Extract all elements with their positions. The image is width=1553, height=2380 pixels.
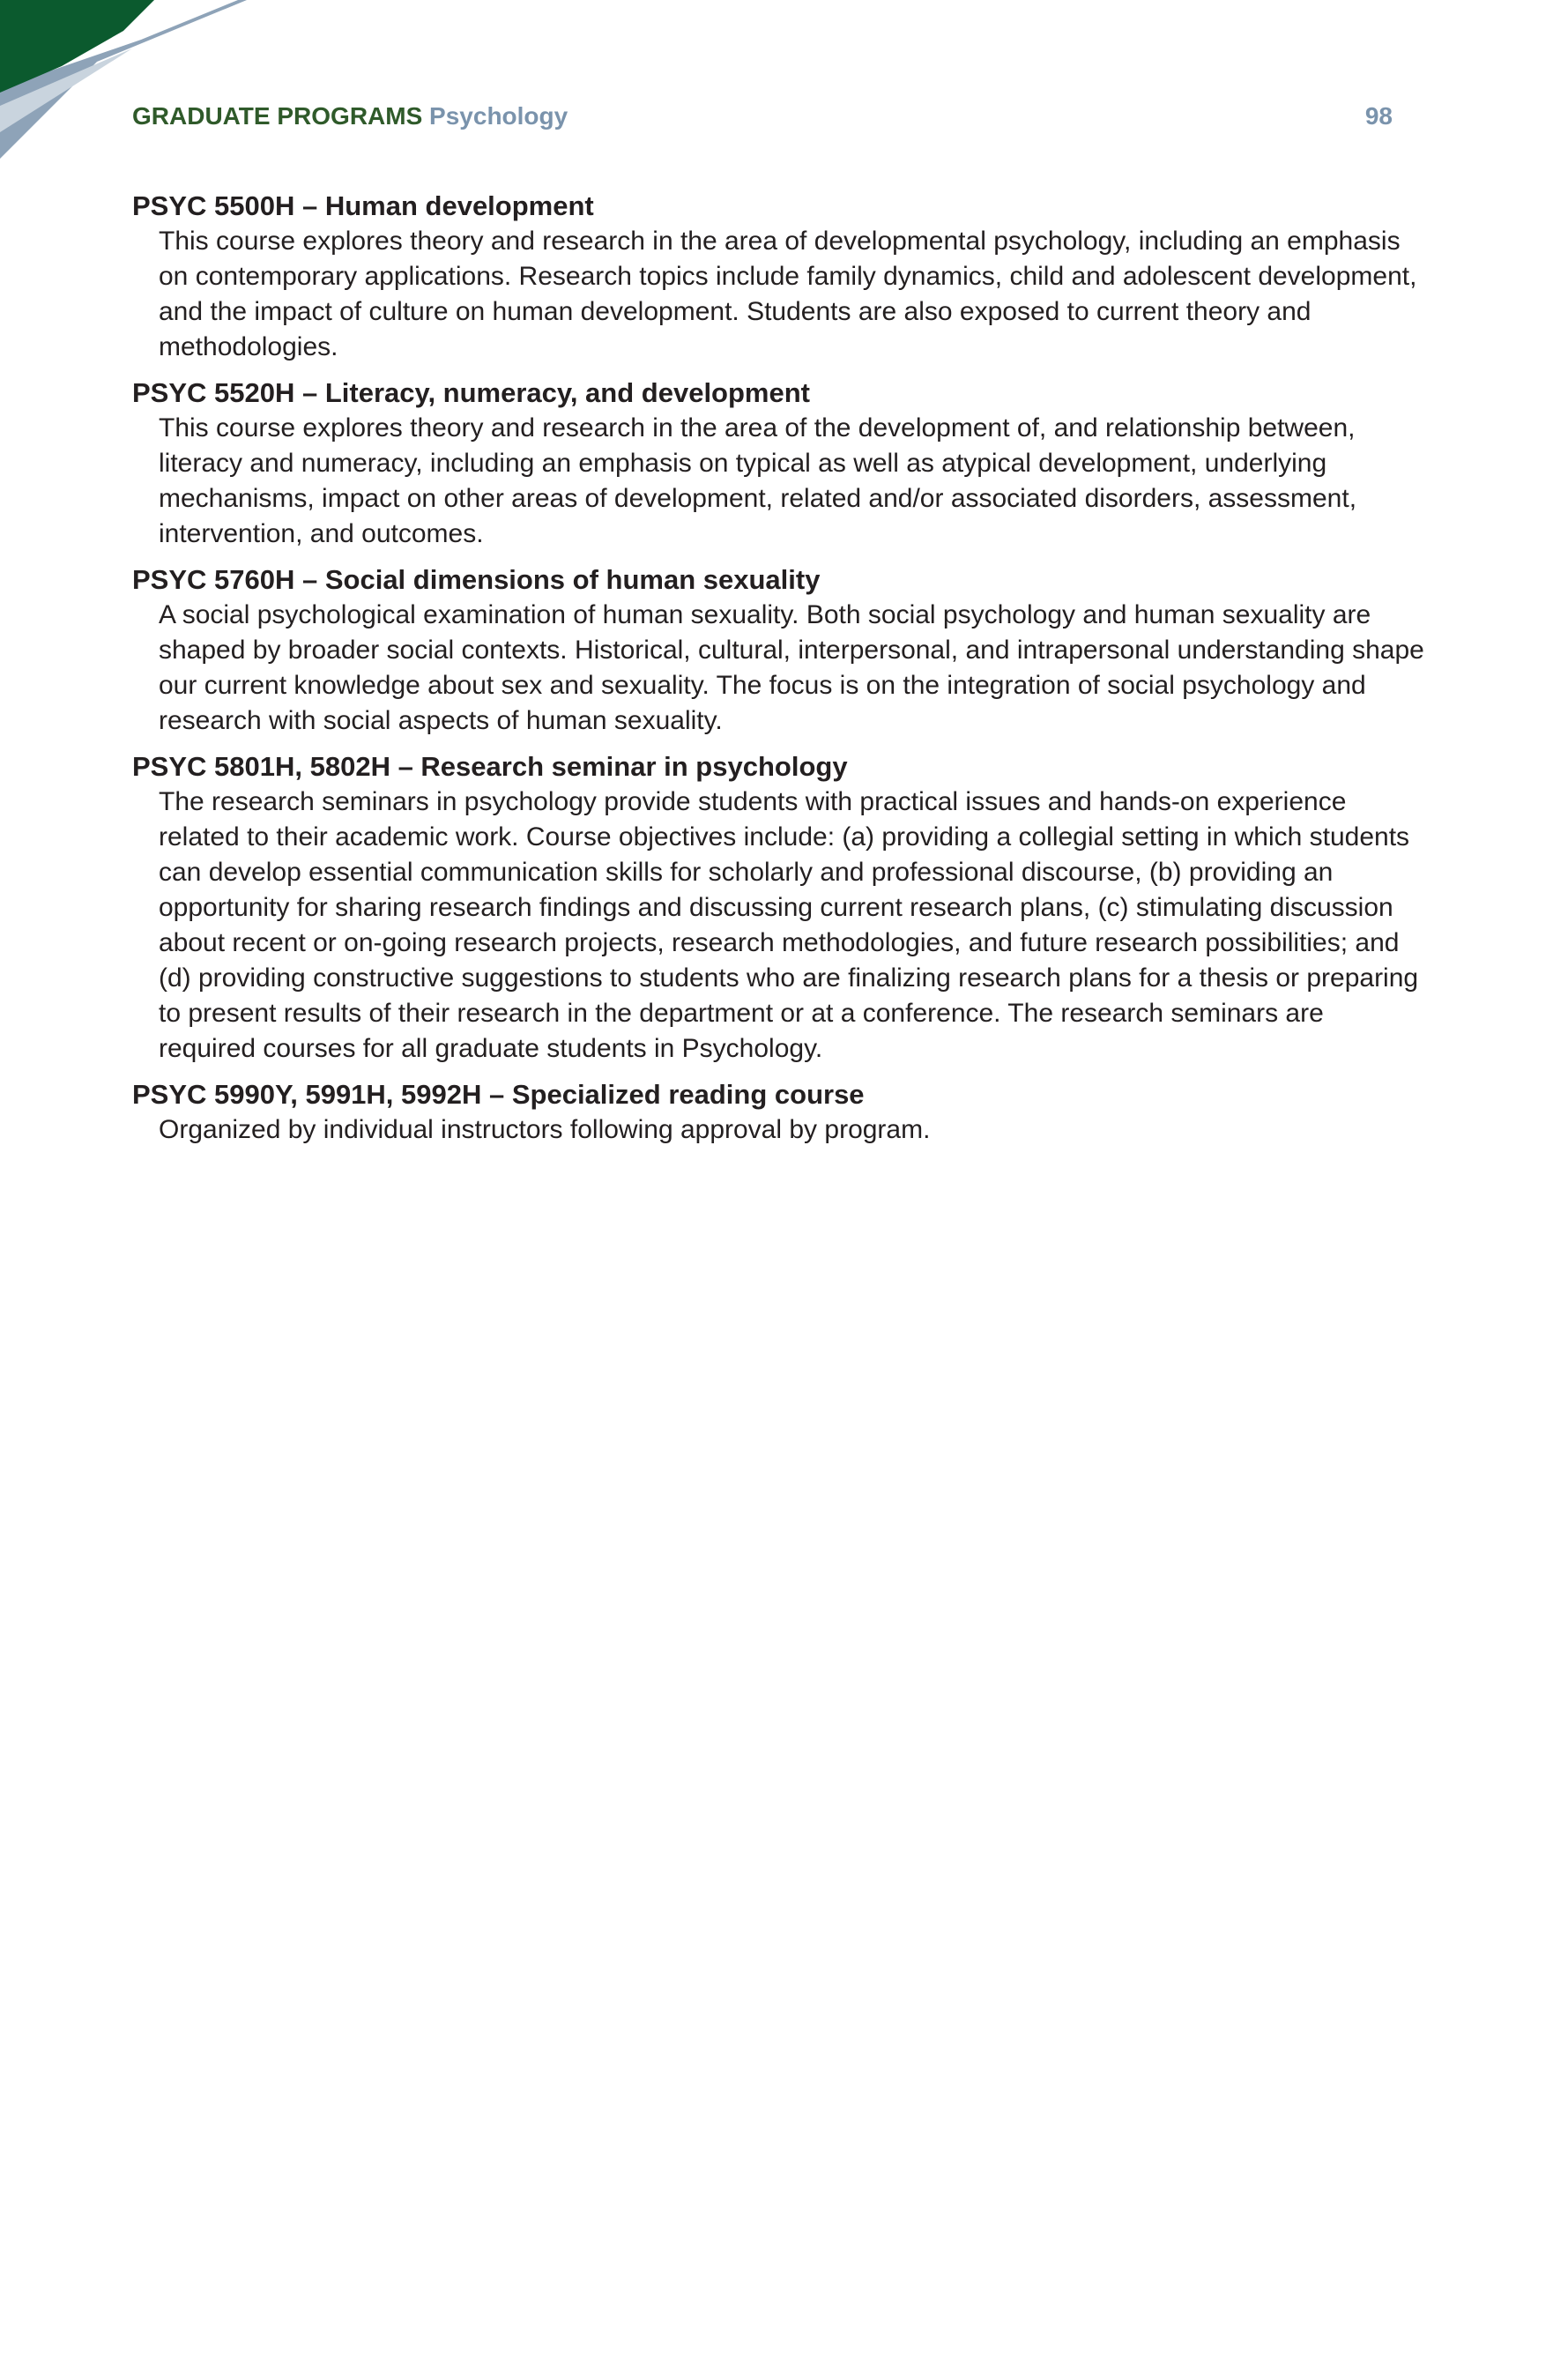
page-number: 98 <box>1364 102 1393 130</box>
course-title: PSYC 5500H – Human development <box>132 190 594 221</box>
course-entry <box>132 376 1428 552</box>
page-header <box>132 99 1393 134</box>
header-section-label: GRADUATE PROGRAMS <box>132 102 423 130</box>
course-entry <box>132 749 1428 1067</box>
course-description: Organized by individual instructors following approval by program. <box>159 1115 931 1144</box>
course-list <box>132 189 1428 1158</box>
corner-decoration <box>0 0 247 159</box>
header-program-label: Psychology <box>429 102 568 130</box>
course-description: The research seminars in psychology provide students with practical issues and hands-on experience related to their academic work. Course objectives include: (a) providing a collegial setting in which students can develop essential communication skills for scholarly and professional discourse, (b) providing an opportunity for sharing research findings and discussing current research plans, (c) stimulating discussion about recent or on-going research projects, research methodologies, and future research possibilities; and (d) providing constructive suggestions to students who are finalizing research plans for a thesis or preparing to present results of their research in the department or at a conference. The research seminars are required courses for all graduate students in Psychology. <box>159 787 1419 1063</box>
course-title: PSYC 5801H, 5802H – Research seminar in psychology <box>132 751 848 782</box>
course-description: This course explores theory and research in the area of developmental psychology, including an emphasis on contemporary applications. Research topics include family dynamics, child and adolescent development, and the impact of culture on human development. Students are also exposed to current theory and methodologies. <box>159 227 1417 361</box>
course-description: A social psychological examination of human sexuality. Both social psychology and human sexuality are shaped by broader social contexts. Historical, cultural, interpersonal, and intrapersonal understanding shape our current knowledge about sex and sexuality. The focus is on the integration of social psychology and research with social aspects of human sexuality. <box>159 600 1424 735</box>
course-title: PSYC 5520H – Literacy, numeracy, and development <box>132 377 810 408</box>
course-description: This course explores theory and research in the area of the development of, and relationship between, literacy and numeracy, including an emphasis on typical as well as atypical development, underlying mechanisms, impact on other areas of development, related and/or associated disorders, assessment, intervention, and outcomes. <box>159 413 1357 548</box>
course-entry <box>132 1077 1428 1148</box>
course-title: PSYC 5990Y, 5991H, 5992H – Specialized reading course <box>132 1079 865 1110</box>
course-entry <box>132 562 1428 739</box>
course-title: PSYC 5760H – Social dimensions of human sexuality <box>132 564 821 595</box>
course-entry <box>132 189 1428 365</box>
